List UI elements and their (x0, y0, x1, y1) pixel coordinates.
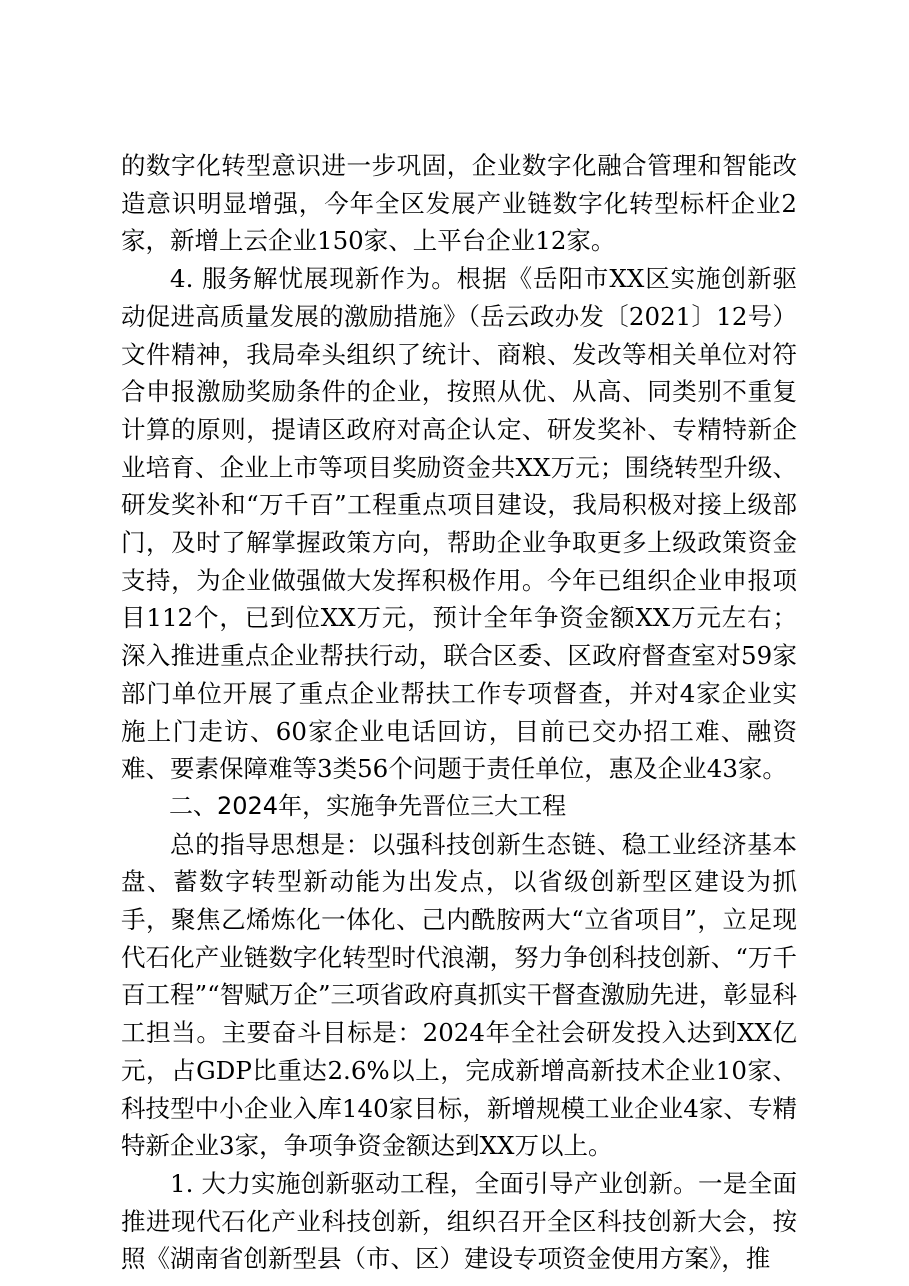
section-heading-2024: 二、2024年，实施争先晋位三大工程 (169, 791, 567, 820)
paragraph-service-section: 4. 服务解忧展现新作为。根据《岳阳市XX区实施创新驱动促进高质量发展的激励措施》（岳云政办发〔2021〕12号）文件精神，我局牵头组织了统计、商粮、发改等相关单位对符合申报激励奖励条件的企业，按照从优、从高、同类别不重复计算的原则，提请区政府对高企认定、研发奖补、专精特新企业培育、企业上市等项目奖励资金共XX万元；围绕转型升级、研发奖补和“万千百”工程重点项目建设，我局积极对接上级部门，及时了解掌握政策方向，帮助企业争取更多上级政策资金支持，为企业做强做大发挥积极作用。今年已组织企业申报项目112个，已到位XX万元，预计全年争资金额XX万元左右；深入推进重点企业帮扶行动，联合区委、区政府督查室对59家部门单位开展了重点企业帮扶工作专项督查，并对4家企业实施上门走访、60家企业电话回访，目前已交办招工难、融资难、要素保障难等3类56个问题于责任单位，惠及企业43家。 (121, 264, 797, 784)
paragraph-guiding-ideology: 总的指导思想是：以强科技创新生态链、稳工业经济基本盘、蓄数字转型新动能为出发点，以省级创新型区建设为抓手，聚焦乙烯炼化一体化、己内酰胺两大“立省项目”，立足现代石化产业链数字化转型时代浪潮，努力争创科技创新、“万千百工程”“智赋万企”三项省政府真抓实干督查激励先进，彰显科工担当。主要奋斗目标是：2024年全社会研发投入达到XX亿元，占GDP比重达2.6%以上，完成新增高新技术企业10家、科技型中小企业入库140家目标，新增规模工业企业4家、专精特新企业3家，争项争资金额达到XX万以上。 (121, 829, 797, 1161)
paragraph-continued: 的数字化转型意识进一步巩固，企业数字化融合管理和智能改造意识明显增强，今年全区发展产业链数字化转型标杆企业2家，新增上云企业150家、上平台企业12家。 (121, 151, 797, 256)
document-body (121, 147, 797, 1278)
paragraph-innovation-project: 1. 大力实施创新驱动工程，全面引导产业创新。一是全面推进现代石化产业科技创新，组织召开全区科技创新大会，按照《湖南省创新型县（市、区）建设专项资金使用方案》，推 (121, 1168, 797, 1274)
